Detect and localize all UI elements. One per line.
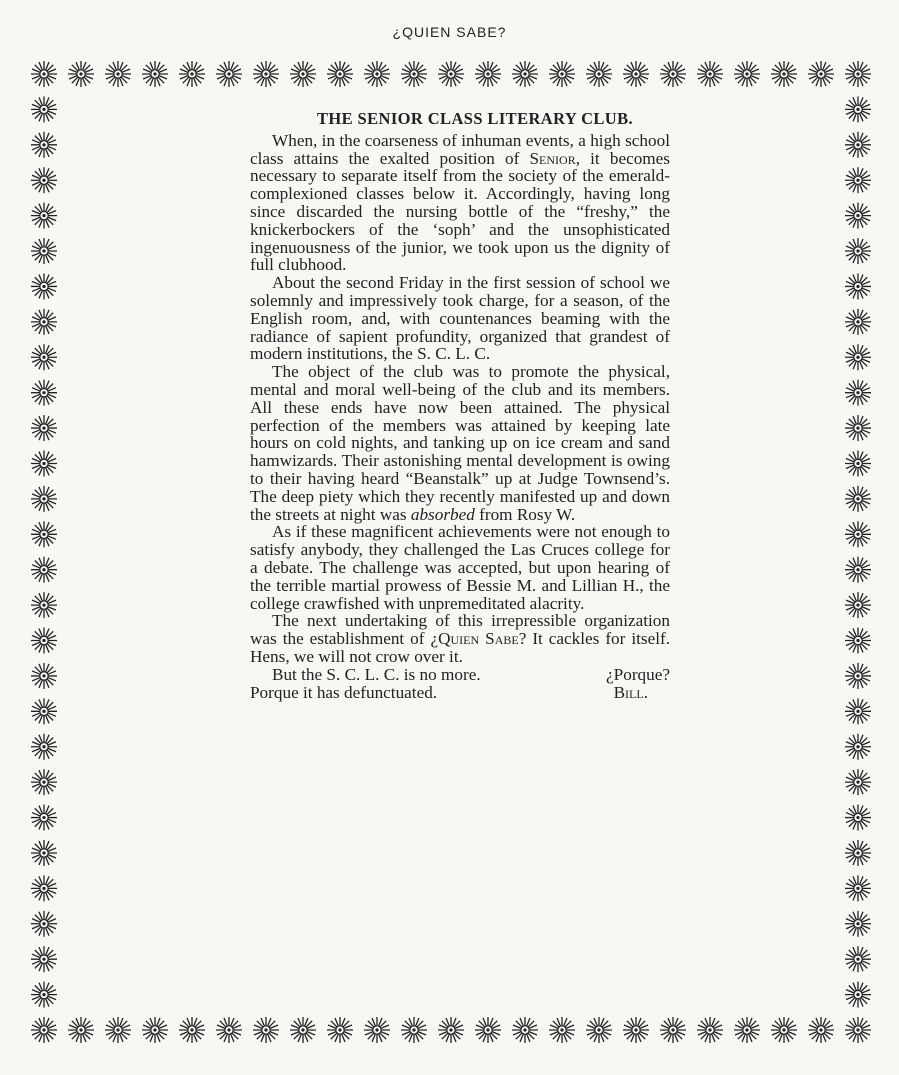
border-star-ornament [31, 1017, 57, 1043]
border-star-ornament [31, 557, 57, 583]
border-star-ornament [31, 875, 57, 901]
border-star-ornament [845, 1017, 871, 1043]
border-star-ornament [31, 167, 57, 193]
border-star-ornament [31, 840, 57, 866]
border-star-ornament [68, 61, 94, 87]
border-star-ornament [475, 1017, 501, 1043]
border-star-ornament [845, 911, 871, 937]
paragraph-1: When, in the coarseness of inhuman events, a high school class attains the exalted position of Senior, it becomes necessary to separate itself from the society of the emerald-complexioned classes below it. Accordingly, having long since discarded the nursing bottle of the “freshy,” the knickerbockers of the ‘soph’ and the unsophisticated ingenuousness of the junior, we took upon us the dignity of full clubhood. [250, 130, 670, 275]
border-star-ornament [845, 628, 871, 654]
border-star-ornament [845, 415, 871, 441]
border-star-ornament [253, 61, 279, 87]
border-star-ornament [808, 1017, 834, 1043]
border-star-ornament [290, 61, 316, 87]
border-star-ornament [31, 415, 57, 441]
border-star-ornament [179, 61, 205, 87]
border-star-ornament [845, 521, 871, 547]
border-star-ornament [31, 273, 57, 299]
border-star-ornament [142, 61, 168, 87]
border-star-ornament [586, 61, 612, 87]
border-star-ornament [31, 344, 57, 370]
border-star-ornament [216, 61, 242, 87]
paragraph-3: The object of the club was to promote the physical, mental and moral well-being of the club and its members. All these ends have now been attained. The physical perfection of the members was attained by keeping late hours on cold nights, and tanking up on ice cream and sand hamwizards. Their astonishing mental development is owing to their having heard “Beanstalk” up at Judge Townsend’s. The deep piety which they recently manifested up and down the streets at night was absorbed from Rosy W. [250, 362, 670, 524]
border-star-ornament [845, 946, 871, 972]
border-star-ornament [31, 734, 57, 760]
border-star-ornament [845, 96, 871, 122]
border-star-ornament [31, 61, 57, 87]
border-star-ornament [31, 486, 57, 512]
paragraph-4: As if these magnificent achievements were not enough to satisfy anybody, they challenged the Las Cruces college for a debate. The challenge was accepted, but upon hearing of the terrible martial prowess of Bessie M. and Lillian H., the college crawfished with unpremeditated alacrity. [250, 522, 670, 613]
border-star-ornament [364, 1017, 390, 1043]
border-star-ornament [845, 592, 871, 618]
border-star-ornament [401, 1017, 427, 1043]
border-star-ornament [771, 1017, 797, 1043]
border-star-ornament [808, 61, 834, 87]
border-star-ornament [31, 663, 57, 689]
border-star-ornament [31, 380, 57, 406]
border-star-ornament [845, 486, 871, 512]
border-star-ornament [31, 450, 57, 476]
border-star-ornament [623, 1017, 649, 1043]
border-star-ornament [734, 61, 760, 87]
border-star-ornament [105, 61, 131, 87]
border-star-ornament [401, 61, 427, 87]
border-star-ornament [31, 805, 57, 831]
border-star-ornament [31, 96, 57, 122]
border-star-ornament [327, 61, 353, 87]
border-star-ornament [845, 238, 871, 264]
border-star-ornament [549, 1017, 575, 1043]
paragraph-6: But the S. C. L. C. is no more. ¿Porque? Porque it has defunctuated. Bill. [250, 664, 670, 702]
border-star-ornament [845, 61, 871, 87]
border-star-ornament [734, 1017, 760, 1043]
border-star-ornament [697, 61, 723, 87]
border-star-ornament [68, 1017, 94, 1043]
border-star-ornament [31, 946, 57, 972]
border-star-ornament [31, 203, 57, 229]
border-star-ornament [438, 1017, 464, 1043]
border-star-ornament [660, 61, 686, 87]
running-header: ¿QUIEN SABE? [392, 24, 507, 40]
border-star-ornament [845, 132, 871, 158]
border-star-ornament [31, 911, 57, 937]
border-star-ornament [31, 628, 57, 654]
border-star-ornament [845, 344, 871, 370]
border-star-ornament [845, 875, 871, 901]
border-star-ornament [142, 1017, 168, 1043]
border-star-ornament [438, 61, 464, 87]
border-star-ornament [697, 1017, 723, 1043]
border-star-ornament [845, 769, 871, 795]
article [250, 110, 670, 701]
border-star-ornament [31, 769, 57, 795]
signature: Bill. [613, 682, 648, 702]
border-star-ornament [31, 238, 57, 264]
border-star-ornament [253, 1017, 279, 1043]
paragraph-5: The next undertaking of this irrepressible organization was the establishment of ¿Quien Sabe? It cackles for itself. Hens, we will not crow over it. [250, 611, 671, 666]
border-star-ornament [216, 1017, 242, 1043]
border-star-ornament [327, 1017, 353, 1043]
border-star-ornament [512, 1017, 538, 1043]
border-star-ornament [845, 982, 871, 1008]
border-star-ornament [623, 61, 649, 87]
border-star-ornament [31, 132, 57, 158]
border-star-ornament [845, 203, 871, 229]
border-star-ornament [31, 982, 57, 1008]
article-title: THE SENIOR CLASS LITERARY CLUB. [316, 109, 634, 128]
border-star-ornament [31, 592, 57, 618]
border-star-ornament [364, 61, 390, 87]
border-star-ornament [845, 805, 871, 831]
border-star-ornament [475, 61, 501, 87]
border-star-ornament [549, 61, 575, 87]
border-star-ornament [845, 734, 871, 760]
border-star-ornament [845, 273, 871, 299]
border-star-ornament [845, 450, 871, 476]
border-star-ornament [290, 1017, 316, 1043]
border-star-ornament [845, 557, 871, 583]
border-star-ornament [31, 309, 57, 335]
paragraph-2: About the second Friday in the first session of school we solemnly and impressively took charge, for a season, of the English room, and, with countenances beaming with the radiance of sapient profundity, organized that grandest of modern institutions, the S. C. L. C. [250, 273, 670, 364]
border-star-ornament [31, 698, 57, 724]
border-star-ornament [845, 380, 871, 406]
border-star-ornament [179, 1017, 205, 1043]
border-star-ornament [845, 840, 871, 866]
border-star-ornament [31, 521, 57, 547]
border-star-ornament [512, 61, 538, 87]
border-star-ornament [660, 1017, 686, 1043]
border-star-ornament [845, 167, 871, 193]
border-star-ornament [845, 309, 871, 335]
border-star-ornament [845, 698, 871, 724]
border-star-ornament [771, 61, 797, 87]
border-star-ornament [105, 1017, 131, 1043]
border-star-ornament [586, 1017, 612, 1043]
border-star-ornament [845, 663, 871, 689]
